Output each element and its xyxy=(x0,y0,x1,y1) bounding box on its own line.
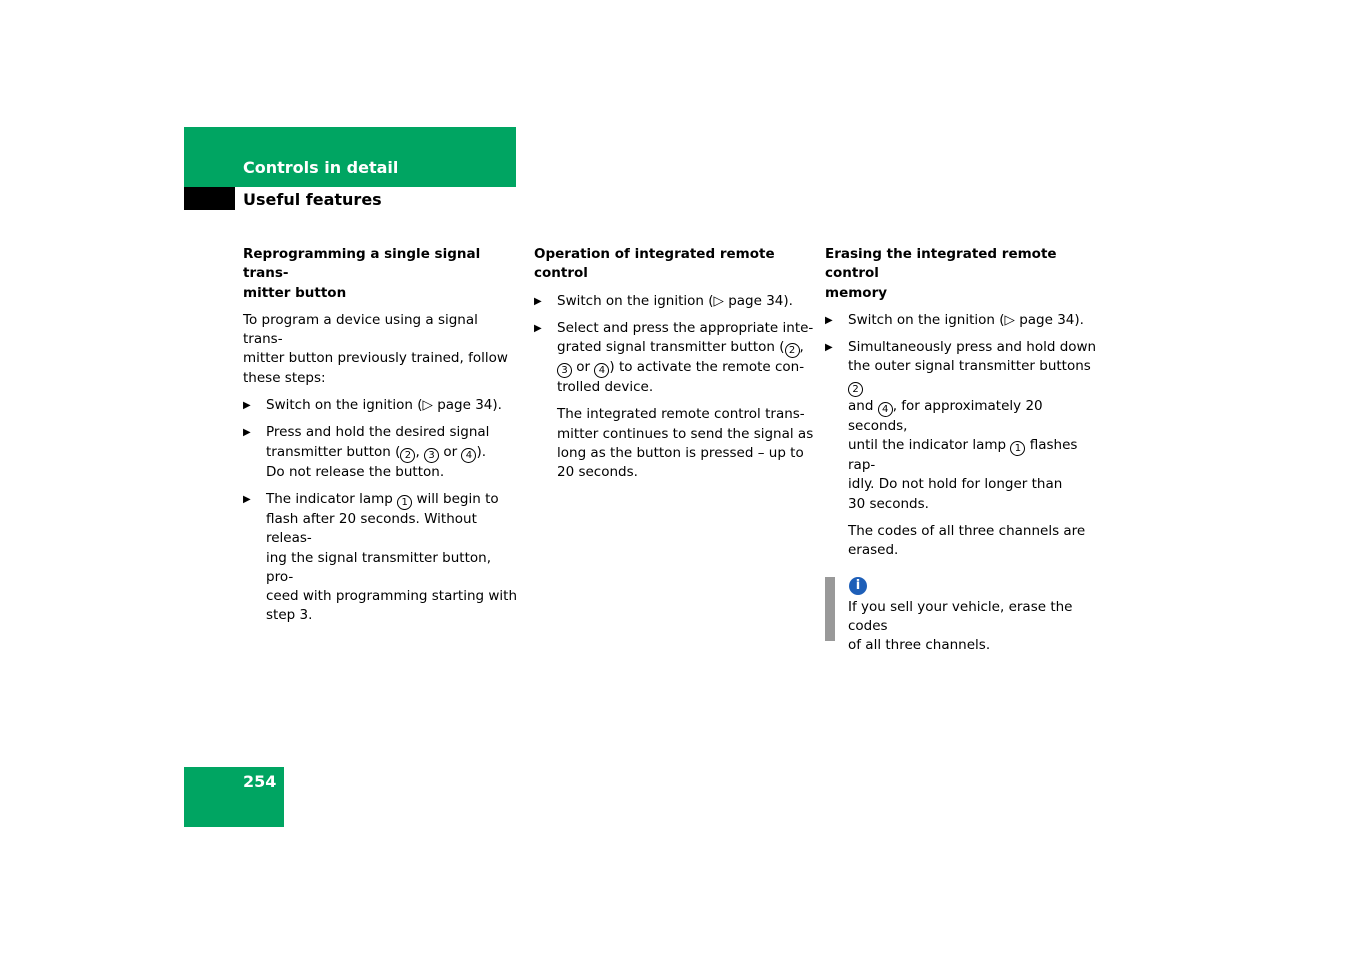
bullet-icon: ▶ xyxy=(534,322,542,334)
bullet-icon: ▶ xyxy=(825,342,833,354)
button-3-icon: 3 xyxy=(424,448,439,463)
button-2-icon: 2 xyxy=(785,343,800,358)
step-ignition: ▶ Switch on the ignition (▷ page 34). xyxy=(243,396,521,415)
bullet-icon: ▶ xyxy=(243,493,251,505)
note-bar xyxy=(825,577,835,641)
step-simultaneous-press: ▶ Simultaneously press and hold down the outer signal transmitter buttons 2 and 4 , for approximately 20 seconds, until the indicator lamp 1 flashes rap- idly. Do not hold for longer than 30 seconds. xyxy=(825,339,1097,512)
button-3-icon: 3 xyxy=(557,363,572,378)
column-reprogramming xyxy=(243,245,521,634)
heading-operation: Operation of integrated remote control xyxy=(534,246,775,282)
bullet-icon: ▶ xyxy=(825,314,833,326)
column-erasing xyxy=(825,245,1105,655)
button-4-icon: 4 xyxy=(461,448,476,463)
bullet-icon: ▶ xyxy=(534,295,542,307)
bullet-icon: ▶ xyxy=(243,427,251,439)
step-indicator-lamp: ▶ The indicator lamp 1 will begin to flash after 20 seconds. Without releas- ing the signal transmitter button, pro- ceed with programming starting with step 3. xyxy=(243,490,518,624)
step-select-press: ▶ Select and press the appropriate inte- grated signal transmitter button ( 2 , 3 or 4 ) to activate the remote con- trolled device. xyxy=(534,319,814,396)
heading-erasing: Erasing the integrated remote control memory xyxy=(825,246,1057,301)
bullet-icon: ▶ xyxy=(243,400,251,412)
section-tab-marker xyxy=(184,187,235,210)
button-2-icon: 2 xyxy=(848,382,863,397)
info-icon: i xyxy=(849,577,867,595)
column-operation xyxy=(534,245,814,491)
indicator-lamp-1-icon: 1 xyxy=(1010,441,1025,456)
indicator-lamp-1-icon: 1 xyxy=(397,495,412,510)
button-2-icon: 2 xyxy=(400,448,415,463)
note-text: If you sell your vehicle, erase the codes of all three channels. xyxy=(848,598,1073,654)
info-note xyxy=(825,577,1105,656)
step-ignition: ▶ Switch on the ignition (▷ page 34). xyxy=(825,311,1105,330)
heading-reprogramming: Reprogramming a single signal trans- mitter button xyxy=(243,246,481,301)
page-number: 254 xyxy=(243,772,277,791)
followup-text: The codes of all three channels are erased. xyxy=(848,522,1086,559)
intro-text: To program a device using a signal trans- mitter button previously trained, follow these steps: xyxy=(243,311,508,386)
step-press-hold: ▶ Press and hold the desired signal transmitter button ( 2 , 3 or 4 ). Do not release the button. xyxy=(243,424,490,480)
section-title: Controls in detail xyxy=(243,158,399,177)
step-ignition: ▶ Switch on the ignition (▷ page 34). xyxy=(534,292,814,311)
button-4-icon: 4 xyxy=(594,363,609,378)
button-4-icon: 4 xyxy=(878,402,893,417)
section-subtitle: Useful features xyxy=(243,190,382,209)
followup-text: The integrated remote control trans- mitter continues to send the signal as long as the button is pressed – up to 20 seconds. xyxy=(557,406,814,481)
header-bar xyxy=(184,127,516,187)
